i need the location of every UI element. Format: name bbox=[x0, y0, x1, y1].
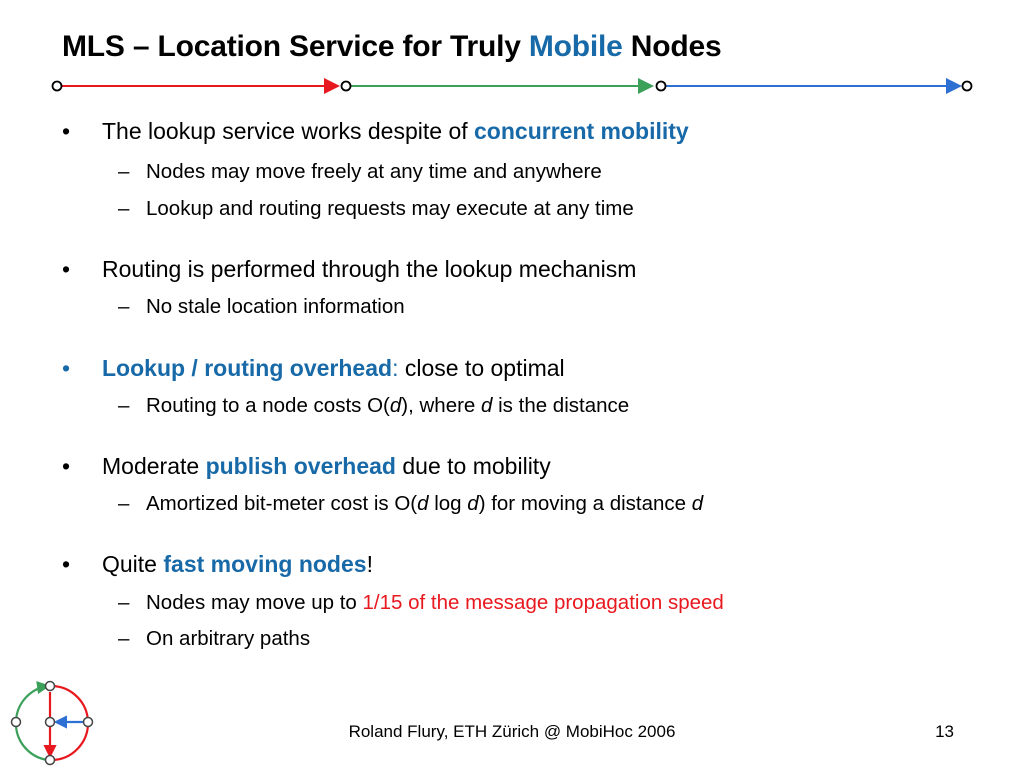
math-variable: d bbox=[481, 394, 493, 417]
bullet-mark: • bbox=[62, 453, 71, 479]
bullet-mark: • bbox=[62, 118, 71, 144]
text-part: Nodes may move up to bbox=[146, 591, 363, 614]
bullet-colon: : bbox=[392, 355, 399, 381]
dash-mark: – bbox=[118, 197, 130, 220]
math-variable: d bbox=[389, 394, 402, 417]
dash-mark: – bbox=[118, 394, 130, 417]
bullet-accent: publish overhead bbox=[205, 453, 396, 479]
bullet-text bbox=[102, 118, 689, 145]
sub-bullet-text: On arbitrary paths bbox=[146, 627, 311, 650]
bullet-accent: Lookup / routing overhead bbox=[102, 355, 393, 381]
bullet-mark: • bbox=[62, 256, 71, 282]
title-text-part2: Nodes bbox=[622, 30, 722, 63]
page-number: 13 bbox=[935, 722, 954, 741]
bullet-mark: • bbox=[62, 551, 71, 577]
sub-bullet-text bbox=[146, 591, 724, 615]
dash-mark: – bbox=[118, 627, 130, 650]
bullet-text-part: close to optimal bbox=[398, 355, 565, 381]
bullet-text-part: due to mobility bbox=[396, 453, 551, 479]
dash-mark: – bbox=[118, 160, 130, 183]
math-variable: d bbox=[691, 492, 704, 515]
dash-mark: – bbox=[118, 492, 130, 515]
sub-bullet-text: Lookup and routing requests may execute at any time bbox=[146, 197, 634, 220]
footer-text: Roland Flury, ETH Zürich @ MobiHoc 2006 bbox=[348, 722, 676, 741]
text-part: ), where bbox=[401, 394, 482, 417]
bullet-mark: • bbox=[62, 355, 71, 381]
text-part: log bbox=[428, 492, 468, 515]
bullet-text bbox=[102, 355, 565, 382]
bullet-accent: concurrent mobility bbox=[474, 118, 689, 144]
bullet-text: Routing is performed through the lookup mechanism bbox=[102, 256, 637, 282]
bullet-text-part: Moderate bbox=[102, 453, 206, 479]
bullet-text bbox=[102, 551, 373, 578]
sub-bullet-text bbox=[146, 394, 629, 418]
sub-bullet-text: Nodes may move freely at any time and anywhere bbox=[146, 160, 602, 183]
text-part: is the distance bbox=[492, 394, 630, 417]
math-variable: d bbox=[417, 492, 429, 515]
sub-bullet-text bbox=[146, 492, 703, 516]
bullet-accent: fast moving nodes bbox=[163, 551, 367, 577]
sub-bullet-text: No stale location information bbox=[146, 295, 405, 318]
bullet-text-part: Quite bbox=[102, 551, 164, 577]
text-part: ) for moving a distance bbox=[478, 492, 692, 515]
dash-mark: – bbox=[118, 295, 130, 318]
bullet-text bbox=[102, 453, 551, 480]
text-part: Amortized bit-meter cost is O( bbox=[146, 492, 418, 515]
dash-mark: – bbox=[118, 591, 130, 614]
text-part: Routing to a node costs O( bbox=[146, 394, 390, 417]
bullet-text-part: The lookup service works despite of bbox=[102, 118, 475, 144]
highlight-text: 1/15 of the message propagation speed bbox=[362, 591, 724, 614]
bullet-text-part: ! bbox=[366, 551, 373, 577]
math-variable: d bbox=[467, 492, 479, 515]
title-text-part1: MLS – Location Service for Truly bbox=[62, 30, 529, 63]
title-accent-word: Mobile bbox=[528, 30, 623, 63]
